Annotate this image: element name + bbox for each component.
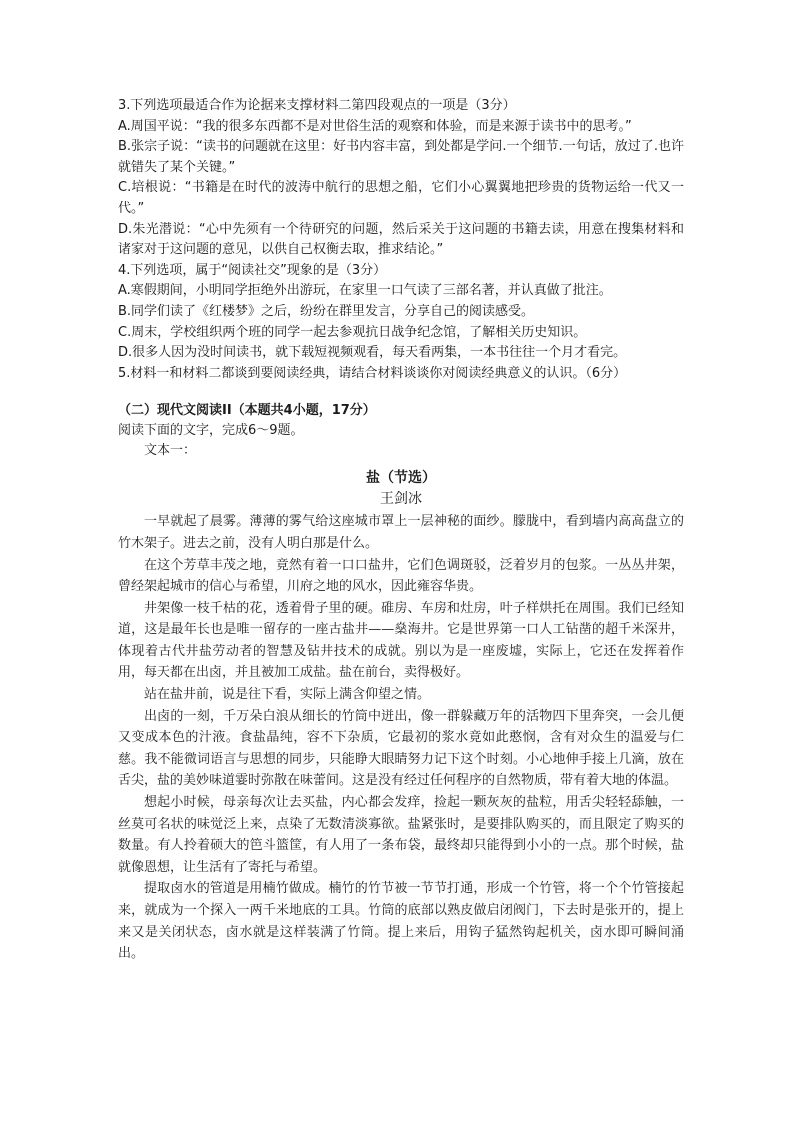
question-4 [118,261,684,364]
article-paragraph: 提取卤水的管道是用楠竹做成。楠竹的竹节被一节节打通，形成一个竹管，将一个个竹管接起来，就成为一个探入一两千米地底的工具。竹筒的底部以熟皮做启闭阀门，下去时是张开的，提上来又是关闭状态，卤水就是这样装满了竹筒。提上来后，用钩子猛然钩起机关，卤水即可瞬间涌出。 [118,881,684,962]
article-paragraph: 井架像一枝千枯的花，透着骨子里的硬。碓房、车房和灶房，叶子样烘托在周围。我们已经知道，这是最年长也是唯一留存的一座古盐井——燊海井。它是世界第一口人工钻凿的超千米深井，体现着古代井盐劳动者的智慧及钻井技术的成就。别以为是一座废墟，实际上，它还在发挥着作用，每天都在出卤，并且被加工成盐。盐在前台，卖得极好。 [118,600,684,681]
document-page [118,96,684,965]
article-body [118,511,684,964]
question-3-option-a: A.周国平说：“我的很多东西都不是对世俗生活的观察和体验，而是来源于读书中的思考。” [118,118,632,134]
question-3-option-b: B.张宗子说：“读书的问题就在这里：好书内容丰富，到处都是学问.一个细节.一句话，放过了.也许就错失了某个关键。” [118,139,684,175]
question-5 [118,364,684,385]
article-paragraph: 站在盐井前，说是往下看，实际上满含仰望之情。 [144,687,431,703]
article-paragraph: 想起小时候，母亲每次让去买盐，内心都会发痒，捡起一颗灰灰的盐粒，用舌尖轻轻舔触，一丝莫可名状的味觉泛上来，点染了无数清淡寡欲。盐紧张时，是要排队购买的，而且限定了购买的数量。有人拎着硕大的笆斗篮筐，有人用了一条布袋，最终却只能得到小小的一点。那个时候，盐就像恩想，让生活有了寄托与希望。 [118,795,684,875]
article-author: 王剑冰 [380,491,422,508]
question-3-option-d: D.朱光潜说：“心中先须有一个待研究的问题，然后采关于这问题的书籍去读，用意在搜集材料和诸家对于这问题的意见，以供自己权衡去取，推求结论。” [118,221,684,258]
text-one-label: 文本一： [144,443,197,459]
article-paragraph: 一早就起了晨雾。薄薄的雾气给这座城市罩上一层神秘的面纱。朦胧中，看到墙内高高盘立的竹木架子。进去之前，没有人明白那是什么。 [118,514,684,551]
article-paragraph: 出卤的一刻，千万朵白浪从细长的竹筒中迸出，像一群躲藏万年的活物四下里奔突，一会儿便又变成本色的汁液。食盐晶纯，容不下杂质，它最初的浆水竟如此憨悯，含有对众生的温爱与仁慈。我不能微词语言与思想的同步，只能睁大眼睛努力记下这个时刻。小心地伸手接上几滴，放在舌尖，盐的美妙味道霎时弥散在味蕾间。这是没有经过任何程序的自然物质，带有着大地的体温。 [118,708,684,789]
article-paragraph: 在这个芳草丰茂之地，竟然有着一口口盐井，它们色调斑驳，泛着岁月的包浆。一丛丛井架，曾经架起城市的信心与希望，川府之地的风水，因此雍容华贵。 [118,557,684,595]
question-4-option-d: D.很多人因为没时间读书，就下载短视频观看，每天看两集，一本书往往一个月才看完。 [118,345,627,361]
section-2-instruction: 阅读下面的文字，完成6～9题。 [118,423,304,439]
question-3-stem: 3.下列选项最适合作为论据来支撑材料二第四段观点的一项是（3分） [118,98,516,113]
question-4-option-a: A.寒假期间，小明同学拒绝外出游玩，在家里一口气读了三部名著，并认真做了批注。 [118,283,612,299]
article-title: 盐（节选） [366,470,436,487]
section-2-heading: （二）现代文阅读II（本题共4小题，17分） [118,403,376,419]
question-3 [118,96,684,261]
question-5-stem: 5.材料一和材料二都谈到要阅读经典，请结合材料谈谈你对阅读经典意义的认识。（6分） [118,365,627,381]
section-spacer [118,384,684,401]
question-3-option-c: C.培根说：“书籍是在时代的波涛中航行的思想之船，它们小心翼翼地把珍贵的货物运给一代又一代。” [118,180,684,216]
question-4-option-c: C.周末，学校组织两个班的同学一起去参观抗日战争纪念馆，了解相关历史知识。 [118,324,587,340]
question-4-stem: 4.下列选项，属于“阅读社交”现象的是（3分） [118,262,387,278]
question-4-option-b: B.同学们读了《红楼梦》之后，纷纷在群里发言，分享自己的阅读感受。 [118,303,535,319]
